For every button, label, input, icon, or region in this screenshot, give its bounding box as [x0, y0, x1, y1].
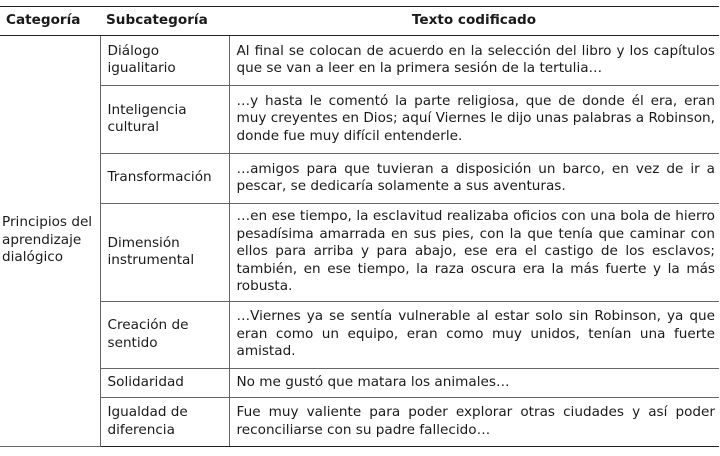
subcategory-cell: Dimensión instrumental — [100, 204, 229, 302]
coded-text-cell: …y hasta le comentó la parte religiosa, que de donde él era, eran muy creyentes en Dios; aquí Viernes le dijo unas palabras a Robinson, donde fue muy difícil entenderle. — [229, 86, 719, 154]
table-row — [0, 154, 719, 204]
subcategory-cell: Inteligencia cultural — [100, 86, 229, 154]
coded-text-cell: …en ese tiempo, la esclavitud realizaba oficios con una bola de hierro pesadísima amarrada en sus pies, con la que tenía que caminar con ellos para arriba y para abajo, ese era el castigo de los esclavos; también, en ese tiempo, la raza oscura era la más fuerte y la más robusta. — [229, 204, 719, 302]
table-row — [0, 204, 719, 302]
subcategory-cell: Creación de sentido — [100, 302, 229, 369]
coded-text-table — [0, 6, 719, 447]
header-coded-text: Texto codificado — [229, 7, 719, 36]
coded-text-cell: Fue muy valiente para poder explorar otras ciudades y así poder reconciliarse con su padre fallecido… — [229, 398, 719, 447]
coded-text-cell: No me gustó que matara los animales… — [229, 369, 719, 398]
table-row — [0, 398, 719, 447]
coded-text-cell: …amigos para que tuvieran a disposición un barco, en vez de ir a pescar, se dedicaría solamente a sus aventuras. — [229, 154, 719, 204]
coded-text-cell: Al final se colocan de acuerdo en la selección del libro y los capítulos que se van a leer en la primera sesión de la tertulia… — [229, 36, 719, 86]
table-row — [0, 36, 719, 86]
header-category: Categoría — [0, 7, 100, 36]
subcategory-cell: Diálogo igualitario — [100, 36, 229, 86]
table-row — [0, 86, 719, 154]
table-header — [0, 7, 719, 36]
table-row — [0, 302, 719, 369]
subcategory-cell: Igualdad de diferencia — [100, 398, 229, 447]
subcategory-cell: Transformación — [100, 154, 229, 204]
subcategory-cell: Solidaridad — [100, 369, 229, 398]
header-row — [0, 7, 719, 36]
table-row — [0, 369, 719, 398]
coded-text-cell: …Viernes ya se sentía vulnerable al estar solo sin Robinson, ya que eran como un equipo, eran como muy unidos, tenían una fuerte amistad. — [229, 302, 719, 369]
table-body — [0, 36, 719, 447]
category-cell: Principios del aprendizaje dialógico — [0, 36, 100, 447]
header-subcategory: Subcategoría — [100, 7, 229, 36]
